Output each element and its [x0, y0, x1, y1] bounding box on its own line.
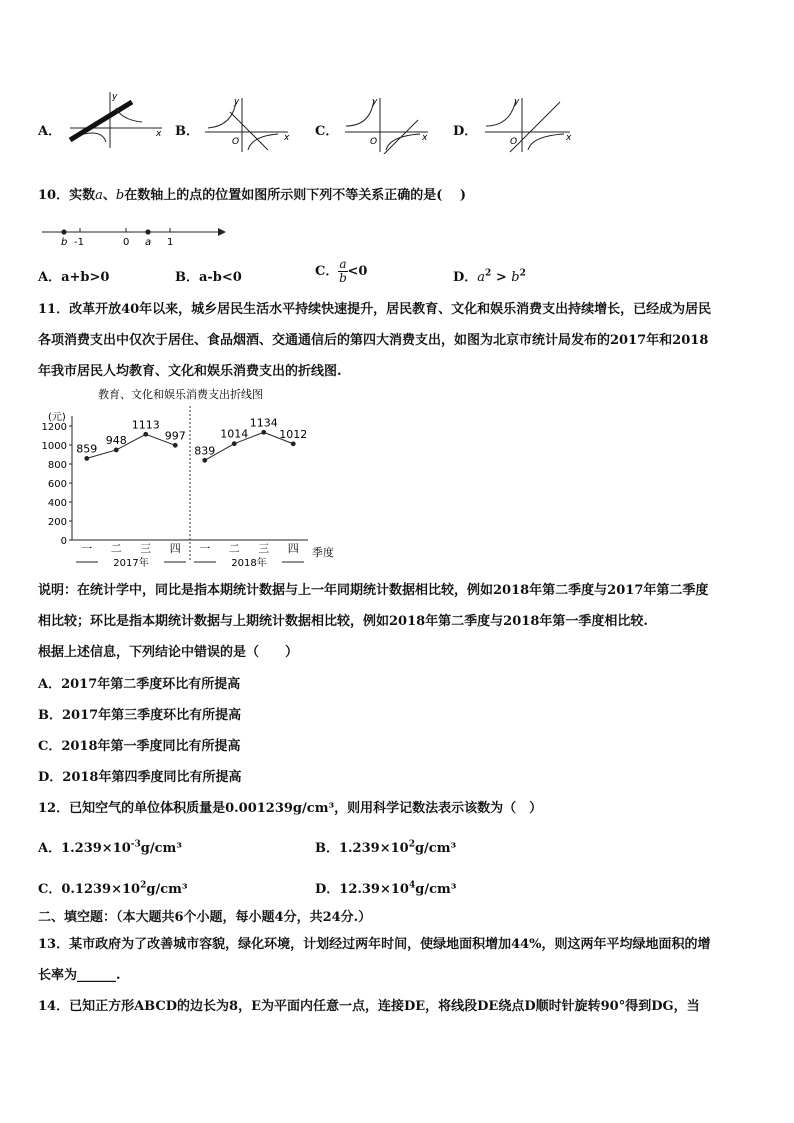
q11-question: 根据上述信息，下列结论中错误的是（ ）: [38, 645, 299, 660]
q9-graph-c[interactable]: [335, 94, 445, 154]
q13-line-2: 长率为______.: [38, 968, 121, 983]
q9c-axis-x: x: [422, 133, 428, 143]
q9-option-b-label[interactable]: B．: [175, 124, 199, 139]
data-point: [261, 430, 266, 435]
data-label: 1014: [220, 427, 249, 441]
q9c-axis-y: y: [372, 97, 378, 107]
q14-line-1: 14．已知正方形ABCD的边长为8，E为平面内任意一点，连接DE，将线段DE绕点D顺时针旋转90°得到DG，当: [38, 999, 700, 1014]
data-label: 839: [194, 444, 216, 458]
y-tick-label: 1000: [41, 441, 67, 452]
data-point: [173, 443, 178, 448]
group-label: 2018年: [231, 558, 267, 569]
q11-note-line-1: 说明：在统计学中，同比是指本期统计数据与上一年同期统计数据相比较，例如2018年第二季度与2017年第二季度: [38, 583, 709, 598]
q9-graph-b[interactable]: [195, 94, 305, 154]
q11-option-d[interactable]: D．2018年第四季度同比有所提高: [38, 770, 242, 785]
q11-note-line-2: 相比较；环比是指本期统计数据与上期统计数据相比较，例如2018年第二季度与2018年第一季度相比较.: [38, 614, 648, 629]
y-tick-label: 1200: [41, 422, 67, 433]
data-point: [114, 448, 119, 453]
q10-stem: 10．实数a、b在数轴上的点的位置如图所示则下列不等关系正确的是( ): [38, 188, 467, 203]
q13-line-1: 13．某市政府为了改善城市容貌，绿化环境，计划经过两年时间，使绿地面积增加44%，则这两年平均绿地面积的增: [38, 937, 711, 952]
x-tick-label: 一: [199, 542, 211, 555]
q9a-axis-y: y: [112, 92, 118, 102]
q11-option-b[interactable]: B．2017年第三季度环比有所提高: [38, 708, 242, 723]
group-label: 2017年: [113, 558, 149, 569]
section-2-title: 二、填空题：（本大题共6个小题，每小题4分，共24分.）: [38, 910, 372, 925]
data-point: [84, 456, 89, 461]
q9a-axis-x: x: [156, 129, 162, 139]
data-label: 948: [105, 433, 127, 447]
q12-option-d[interactable]: D．$12.39\times 10^4g$/cm³: [315, 880, 457, 897]
q11-stem-line-2: 各项消费支出中仅次于居住、食品烟酒、交通通信后的第四大消费支出，如图为北京市统计局发布的2017年和2018: [38, 333, 709, 348]
label-neg1: -1: [74, 237, 84, 248]
x-tick-label: 三: [140, 542, 152, 555]
point-b: [61, 229, 66, 234]
data-label: 1012: [279, 427, 308, 441]
q12-option-b[interactable]: B．$1.239\times 10^2g$/cm³: [315, 839, 457, 856]
q11-option-a[interactable]: A．2017年第二季度环比有所提高: [38, 677, 241, 692]
label-1: 1: [167, 237, 174, 248]
x-tick-label: 三: [258, 542, 270, 555]
q9b-origin: O: [232, 137, 240, 147]
chart-ylabel: (元): [48, 412, 66, 423]
q12-option-c[interactable]: C．$0.1239\times 10^2g$/cm³: [38, 880, 188, 897]
data-point: [143, 432, 148, 437]
y-tick-label: 400: [47, 498, 67, 509]
q9-option-a-label[interactable]: A．: [38, 124, 62, 139]
q9b-axis-x: x: [284, 133, 290, 143]
point-a: [145, 229, 150, 234]
x-tick-label: 二: [228, 542, 240, 555]
x-tick-label: 四: [169, 542, 181, 555]
data-point: [232, 441, 237, 446]
q9d-axis-y: y: [514, 97, 520, 107]
q9d-origin: O: [510, 137, 518, 147]
x-tick-label: 二: [110, 542, 122, 555]
q10-number-line: [40, 222, 230, 250]
y-tick-label: 0: [60, 536, 67, 547]
q10-option-d[interactable]: D．$a^2 > b^2$: [453, 268, 526, 285]
q9d-axis-x: x: [566, 133, 572, 143]
q9-option-c-label[interactable]: C．: [315, 124, 339, 139]
q9b-axis-y: y: [234, 97, 240, 107]
data-label: 1134: [249, 416, 278, 430]
q11-option-c[interactable]: C．2018年第一季度同比有所提高: [38, 739, 241, 754]
data-point: [202, 458, 207, 463]
q12-stem: 12．已知空气的单位体积质量是0.001239g/cm³，则用科学记数法表示该数为（ ）: [38, 801, 543, 816]
y-tick-label: 200: [47, 517, 67, 528]
x-tick-label: 四: [287, 542, 299, 555]
q9-graph-a[interactable]: [62, 90, 172, 150]
q11-stem-line-1: 11．改革开放40年以来，城乡居民生活水平持续快速提升，居民教育、文化和娱乐消费支出持续增长，已经成为居民: [38, 302, 712, 317]
data-label: 859: [76, 442, 98, 456]
chart-xlabel: 季度: [312, 546, 334, 559]
q9c-origin: O: [370, 137, 378, 147]
label-0: 0: [123, 237, 130, 248]
q9-option-d-label[interactable]: D．: [453, 124, 478, 139]
q10-option-b[interactable]: B．a-b<0: [175, 270, 242, 285]
label-a: a: [145, 237, 152, 248]
q10-option-a[interactable]: A．a+b>0: [38, 270, 110, 285]
q10-option-c[interactable]: C． $\frac{a}{b}$ <0: [315, 257, 368, 285]
series-line: [87, 434, 176, 458]
q9-graph-d[interactable]: [475, 94, 585, 154]
q11-stem-line-3: 年我市居民人均教育、文化和娱乐消费支出的折线图.: [38, 364, 342, 379]
y-tick-label: 600: [47, 479, 67, 490]
data-point: [291, 441, 296, 446]
data-label: 997: [164, 429, 186, 443]
chart-title: 教育、文化和娱乐消费支出折线图: [98, 388, 263, 401]
y-tick-label: 800: [47, 460, 67, 471]
q11-line-chart: [36, 384, 356, 576]
label-b: b: [61, 237, 68, 248]
x-tick-label: 一: [81, 542, 93, 555]
data-label: 1113: [131, 418, 160, 432]
q12-option-a[interactable]: A．$1.239\times 10^{-3}g$/cm³: [38, 839, 182, 856]
